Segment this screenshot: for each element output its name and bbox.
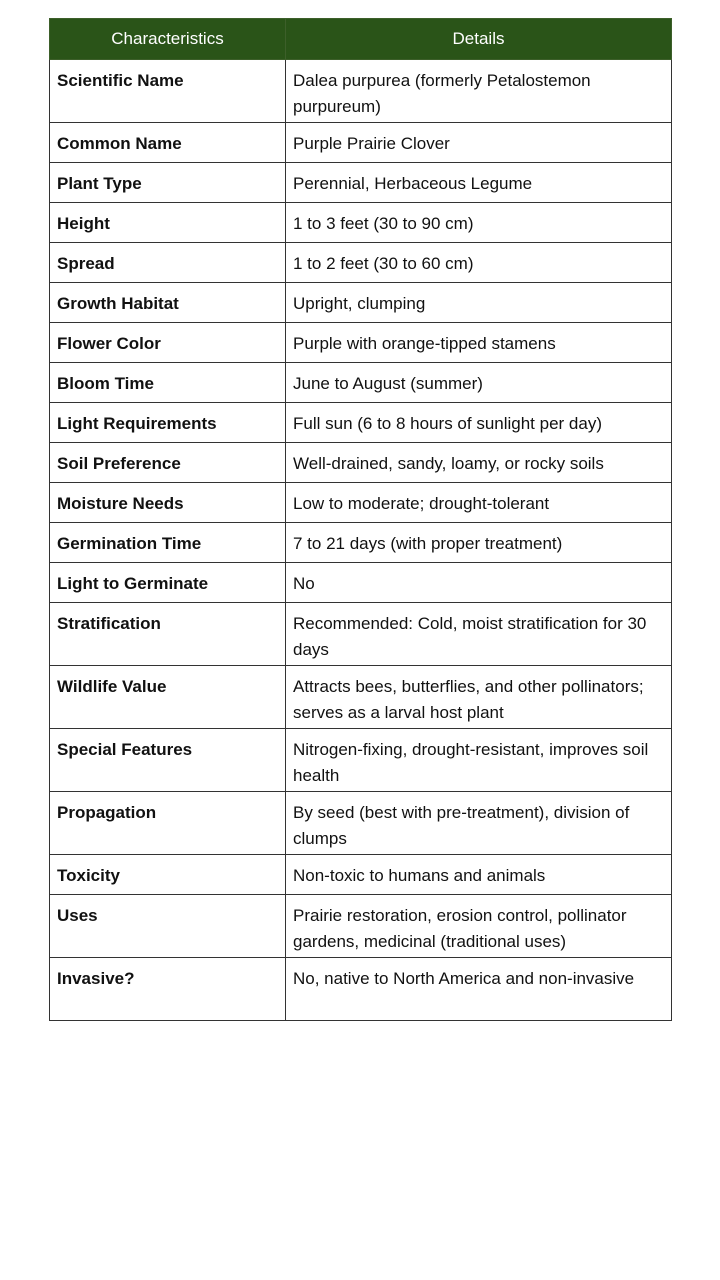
- characteristic-cell: Flower Color: [50, 323, 286, 363]
- table-row: [50, 363, 672, 403]
- characteristic-cell: Toxicity: [50, 855, 286, 895]
- characteristic-cell: Special Features: [50, 729, 286, 792]
- detail-cell: Purple Prairie Clover: [286, 123, 672, 163]
- characteristic-cell: Bloom Time: [50, 363, 286, 403]
- table-row: [50, 403, 672, 443]
- characteristic-cell: Plant Type: [50, 163, 286, 203]
- table-row: [50, 792, 672, 855]
- detail-cell: Full sun (6 to 8 hours of sunlight per day): [286, 403, 672, 443]
- detail-cell: No, native to North America and non-invasive: [286, 958, 672, 1021]
- table-row: [50, 666, 672, 729]
- characteristic-cell: Light Requirements: [50, 403, 286, 443]
- detail-cell: Non-toxic to humans and animals: [286, 855, 672, 895]
- detail-cell: 1 to 2 feet (30 to 60 cm): [286, 243, 672, 283]
- table-row: [50, 523, 672, 563]
- table-row: [50, 855, 672, 895]
- table-row: [50, 603, 672, 666]
- characteristic-cell: Height: [50, 203, 286, 243]
- table-row: [50, 958, 672, 1021]
- characteristic-cell: Wildlife Value: [50, 666, 286, 729]
- characteristic-cell: Uses: [50, 895, 286, 958]
- header-row: [50, 19, 672, 60]
- table-row: [50, 163, 672, 203]
- detail-cell: Nitrogen-fixing, drought-resistant, improves soil health: [286, 729, 672, 792]
- characteristic-cell: Light to Germinate: [50, 563, 286, 603]
- table-row: [50, 283, 672, 323]
- table-row: [50, 203, 672, 243]
- header-characteristics: Characteristics: [50, 19, 286, 60]
- characteristic-cell: Moisture Needs: [50, 483, 286, 523]
- characteristic-cell: Common Name: [50, 123, 286, 163]
- detail-cell: Recommended: Cold, moist stratification for 30 days: [286, 603, 672, 666]
- table-row: [50, 443, 672, 483]
- detail-cell: Well-drained, sandy, loamy, or rocky soils: [286, 443, 672, 483]
- detail-cell: 7 to 21 days (with proper treatment): [286, 523, 672, 563]
- table-row: [50, 243, 672, 283]
- detail-cell: Purple with orange-tipped stamens: [286, 323, 672, 363]
- detail-cell: Perennial, Herbaceous Legume: [286, 163, 672, 203]
- detail-cell: Low to moderate; drought-tolerant: [286, 483, 672, 523]
- detail-cell: Upright, clumping: [286, 283, 672, 323]
- characteristic-cell: Invasive?: [50, 958, 286, 1021]
- table-row: [50, 729, 672, 792]
- detail-cell: June to August (summer): [286, 363, 672, 403]
- detail-cell: Prairie restoration, erosion control, pollinator gardens, medicinal (traditional uses): [286, 895, 672, 958]
- table-row: [50, 483, 672, 523]
- table-row: [50, 323, 672, 363]
- characteristic-cell: Propagation: [50, 792, 286, 855]
- characteristic-cell: Germination Time: [50, 523, 286, 563]
- detail-cell: Dalea purpurea (formerly Petalostemon purpureum): [286, 60, 672, 123]
- characteristic-cell: Spread: [50, 243, 286, 283]
- plant-characteristics-table: [49, 18, 672, 1021]
- detail-cell: 1 to 3 feet (30 to 90 cm): [286, 203, 672, 243]
- table-row: [50, 895, 672, 958]
- detail-cell: Attracts bees, butterflies, and other pollinators; serves as a larval host plant: [286, 666, 672, 729]
- header-details: Details: [286, 19, 672, 60]
- characteristic-cell: Soil Preference: [50, 443, 286, 483]
- detail-cell: No: [286, 563, 672, 603]
- characteristic-cell: Stratification: [50, 603, 286, 666]
- detail-cell: By seed (best with pre-treatment), division of clumps: [286, 792, 672, 855]
- table-row: [50, 60, 672, 123]
- characteristic-cell: Scientific Name: [50, 60, 286, 123]
- table-row: [50, 563, 672, 603]
- characteristic-cell: Growth Habitat: [50, 283, 286, 323]
- table-row: [50, 123, 672, 163]
